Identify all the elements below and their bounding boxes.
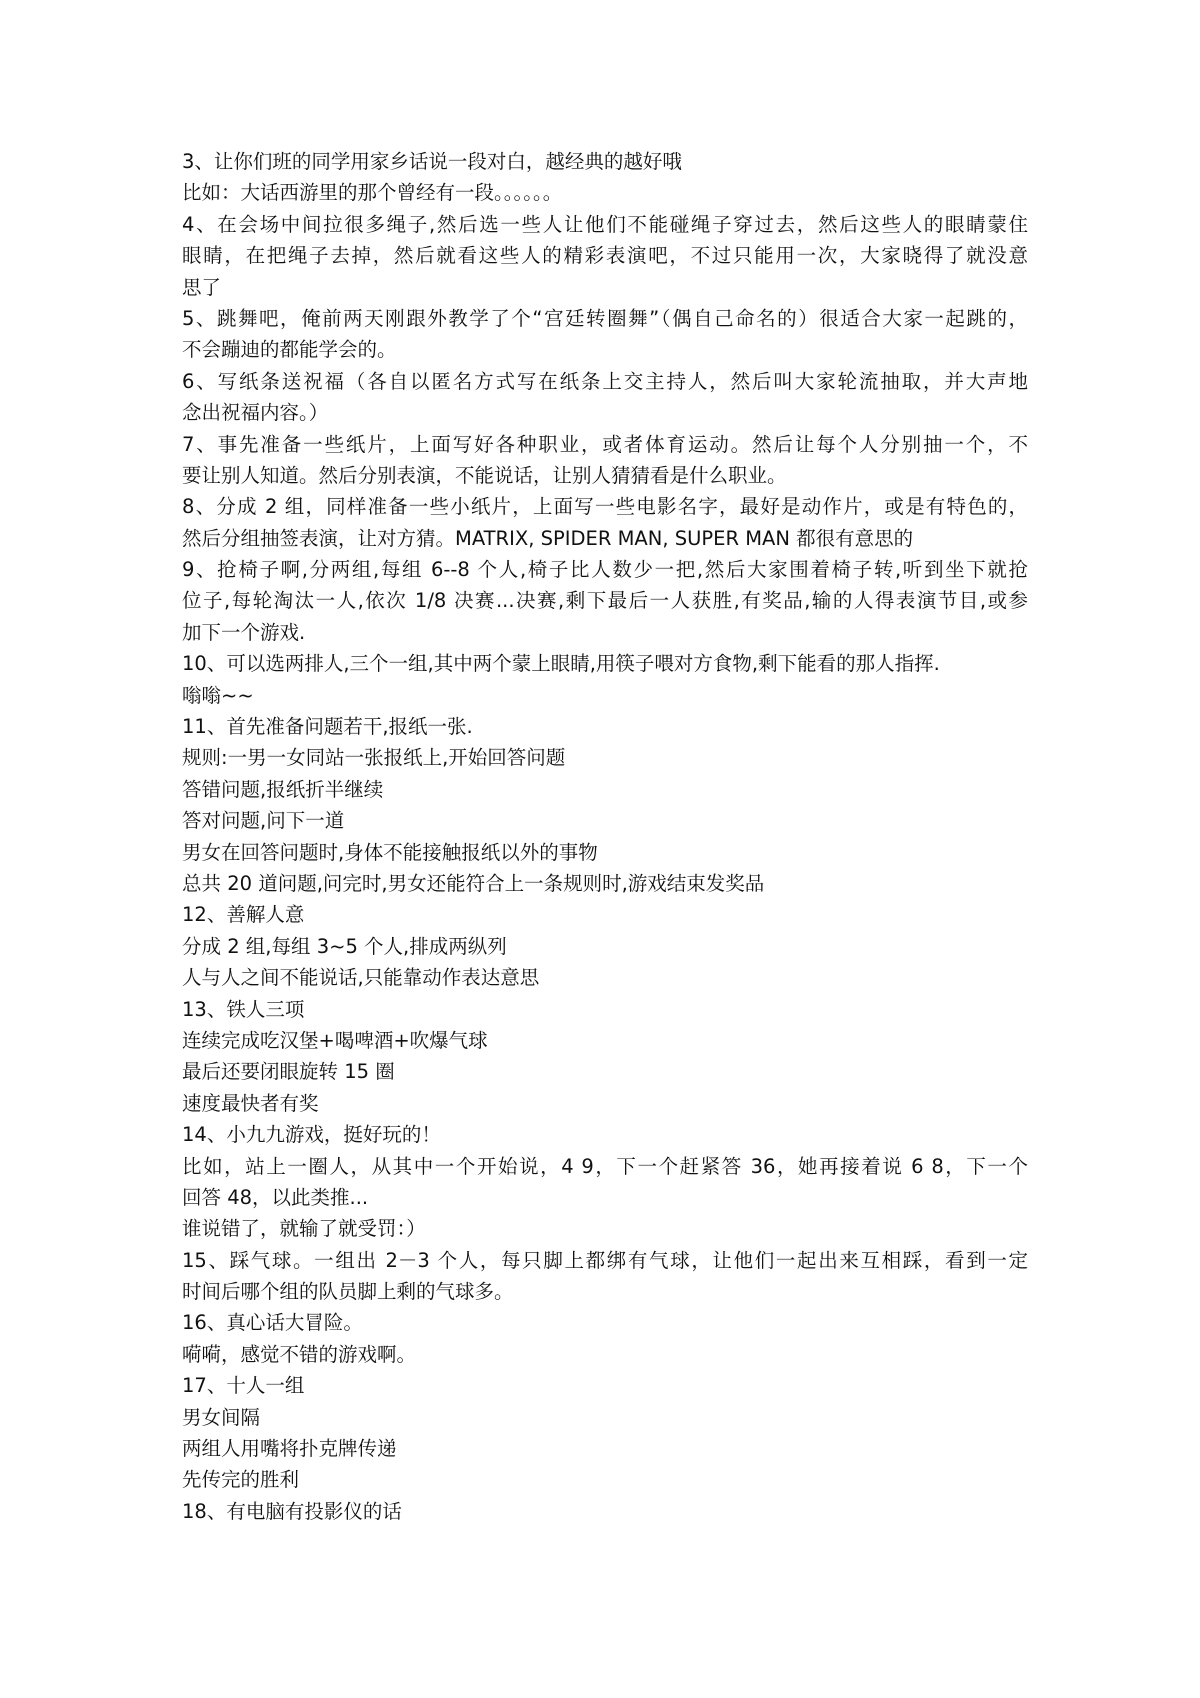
text-line: 规则:一男一女同站一张报纸上,开始回答问题	[182, 746, 566, 770]
text-line: 比如：大话西游里的那个曾经有一段。。。。。。	[182, 181, 563, 205]
text-line: 两组人用嘴将扑克牌传递	[182, 1437, 397, 1461]
text-line: 念出祝福内容。）	[182, 401, 329, 425]
text-line: 8、分成 2 组，同样准备一些小纸片，上面写一些电影名字，最好是动作片，或是有特色的，	[182, 495, 1028, 519]
text-line: 眼睛，在把绳子去掉，然后就看这些人的精彩表演吧，不过只能用一次，大家晓得了就没意	[182, 244, 1028, 268]
text-line: 时间后哪个组的队员脚上剩的气球多。	[182, 1280, 514, 1304]
text-line: 6、写纸条送祝福（各自以匿名方式写在纸条上交主持人，然后叫大家轮流抽取，并大声地	[182, 369, 1028, 393]
text-line: 16、真心话大冒险。	[182, 1311, 363, 1335]
text-line: 最后还要闭眼旋转 15 圈	[182, 1060, 395, 1084]
text-line: 要让别人知道。然后分别表演，不能说话，让别人猜猜看是什么职业。	[182, 463, 787, 487]
text-line: 比如，站上一圈人，从其中一个开始说，4 9，下一个赶紧答 36，她再接着说 6 8，下一个	[182, 1154, 1028, 1178]
text-line: 男女在回答问题时,身体不能接触报纸以外的事物	[182, 840, 598, 864]
text-line: 分成 2 组,每组 3~5 个人,排成两纵列	[182, 934, 507, 958]
text-line: 男女间隔	[182, 1405, 261, 1429]
text-line: 7、事先准备一些纸片，上面写好各种职业，或者体育运动。然后让每个人分别抽一个，不	[182, 432, 1028, 456]
text-line: 连续完成吃汉堡+喝啤酒+吹爆气球	[182, 1028, 488, 1052]
text-line: 人与人之间不能说话,只能靠动作表达意思	[182, 966, 540, 990]
text-line: 18、有电脑有投影仪的话	[182, 1499, 402, 1523]
text-line: 谁说错了，就输了就受罚：）	[182, 1217, 426, 1241]
text-line: 3、让你们班的同学用家乡话说一段对白，越经典的越好哦	[182, 150, 682, 173]
text-line: 回答 48，以此类推...	[182, 1185, 369, 1209]
document-body	[182, 146, 1028, 1527]
text-line: 然后分组抽签表演，让对方猜。MATRIX, SPIDER MAN, SUPER MAN 都很有意思的	[182, 526, 914, 550]
text-line: 加下一个游戏.	[182, 620, 306, 644]
text-line: 嗬嗬，感觉不错的游戏啊。	[182, 1342, 417, 1366]
text-line: 总共 20 道问题,问完时,男女还能符合上一条规则时,游戏结束发奖品	[182, 871, 765, 895]
text-line: 思了	[182, 275, 222, 299]
text-line: 4、在会场中间拉很多绳子,然后选一些人让他们不能碰绳子穿过去，然后这些人的眼睛蒙住	[182, 212, 1028, 236]
text-line: 15、踩气球。一组出 2－3 个人，每只脚上都绑有气球，让他们一起出来互相踩，看到一定	[182, 1248, 1028, 1272]
text-line: 位子,每轮淘汰一人,依次 1/8 决赛...决赛,剩下最后一人获胜,有奖品,输的人得表演节目,或参	[182, 589, 1028, 613]
text-line: 嗡嗡~~	[182, 683, 254, 707]
text-line: 不会蹦迪的都能学会的。	[182, 338, 397, 362]
text-line: 11、首先准备问题若干,报纸一张.	[182, 715, 473, 739]
text-line: 5、跳舞吧，俺前两天刚跟外教学了个“宫廷转圈舞”（偶自己命名的）很适合大家一起跳的，	[182, 306, 1028, 330]
text-line: 答错问题,报纸折半继续	[182, 777, 384, 801]
text-line: 14、小九九游戏，挺好玩的！	[182, 1123, 441, 1147]
text-line: 13、铁人三项	[182, 997, 305, 1021]
text-line: 答对问题,问下一道	[182, 809, 345, 833]
text-line: 12、善解人意	[182, 903, 305, 927]
text-line: 10、可以选两排人,三个一组,其中两个蒙上眼睛,用筷子喂对方食物,剩下能看的那人指挥.	[182, 652, 940, 676]
text-line: 9、抢椅子啊,分两组,每组 6--8 个人,椅子比人数少一把,然后大家围着椅子转,听到坐下就抢	[182, 558, 1028, 582]
text-line: 先传完的胜利	[182, 1468, 300, 1492]
text-line: 速度最快者有奖	[182, 1091, 319, 1115]
text-line: 17、十人一组	[182, 1374, 305, 1398]
